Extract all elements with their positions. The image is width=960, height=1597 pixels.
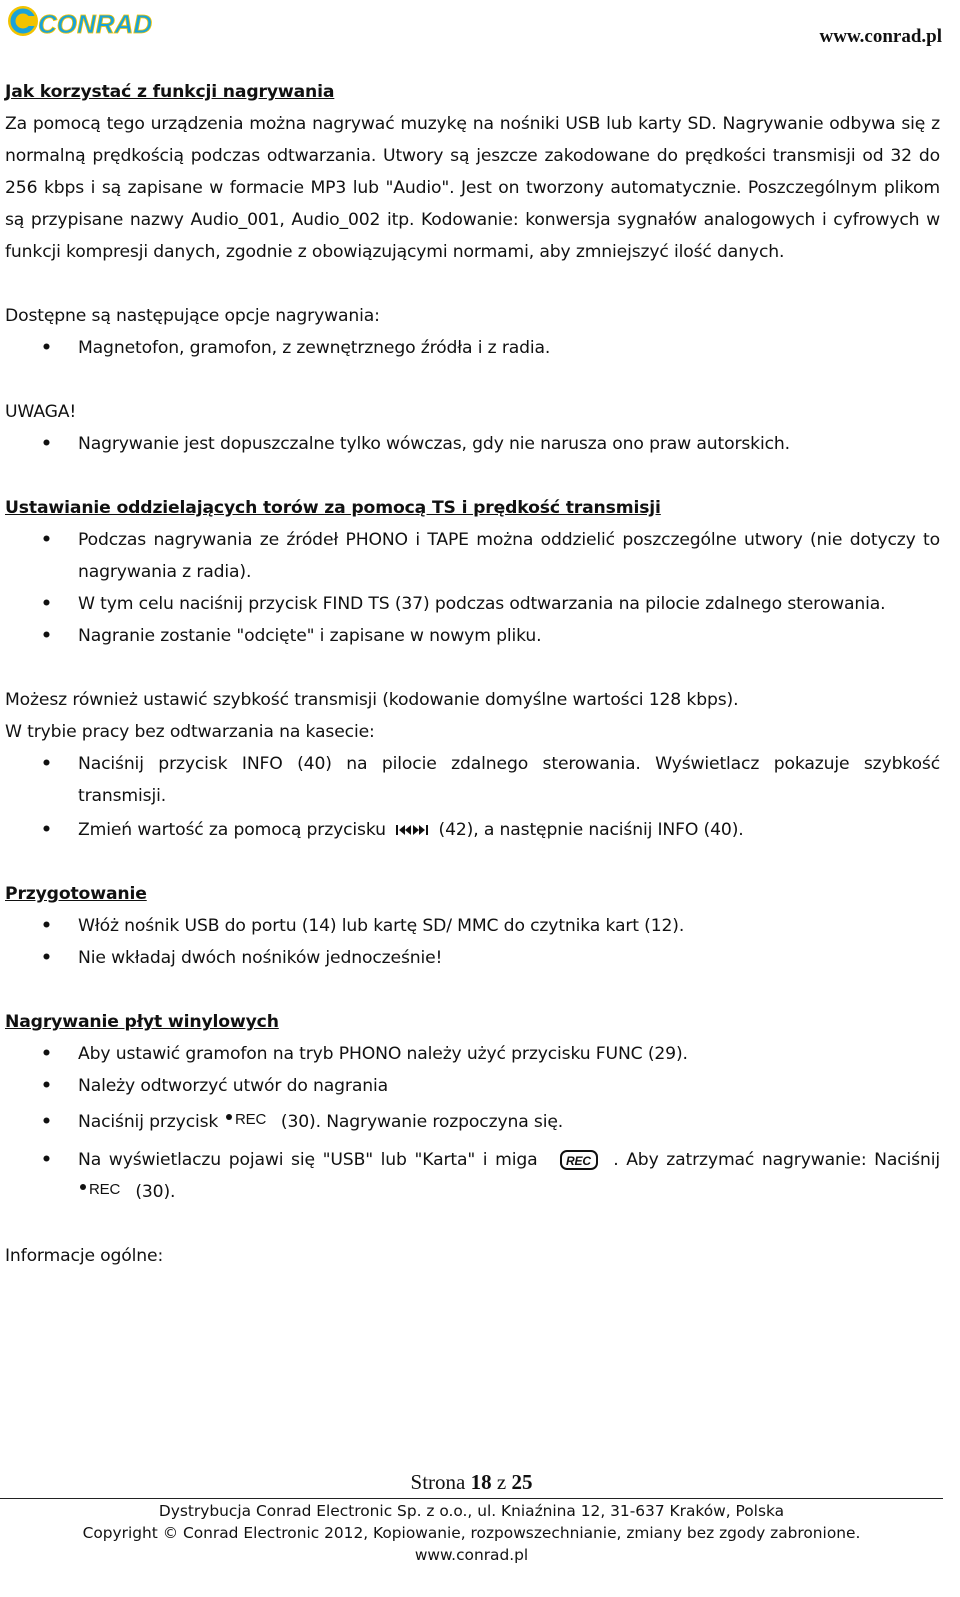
heading-recording: Jak korzystać z funkcji nagrywania bbox=[5, 82, 335, 102]
list-item-text: Na wyświetlaczu pojawi się "USB" lub "Karta" i miga bbox=[78, 1150, 538, 1170]
options-list bbox=[5, 332, 940, 364]
rec-button-icon bbox=[78, 1182, 130, 1202]
list-item-text: . Aby zatrzymać nagrywanie: Naciśnij bbox=[613, 1150, 940, 1170]
svg-text:REC: REC bbox=[234, 1112, 266, 1128]
document-body bbox=[5, 76, 940, 1272]
rec-button-icon bbox=[224, 1112, 276, 1132]
list-item: • Naciśnij przycisk INFO (40) na pilocie zdalnego sterowania. Wyświetlacz pokazuje szybkość transmisji. bbox=[5, 748, 940, 812]
page-word: Strona bbox=[410, 1470, 466, 1494]
list-item-text: (30). bbox=[135, 1182, 176, 1202]
bitrate-paragraph: Możesz również ustawić szybkość transmisji (kodowanie domyślne wartości 128 kbps). bbox=[5, 690, 739, 710]
preparation-list bbox=[5, 910, 940, 974]
list-item bbox=[5, 814, 940, 846]
bitrate-mode-line: W trybie pracy bez odtwarzania na kasecie: bbox=[5, 722, 375, 742]
general-info-label: Informacje ogólne: bbox=[5, 1246, 164, 1266]
warning-label: UWAGA! bbox=[5, 402, 77, 422]
list-item: • Włóż nośnik USB do portu (14) lub kartę SD/ MMC do czytnika kart (12). bbox=[5, 910, 940, 942]
heading-track-separation: Ustawianie oddzielających torów za pomocą TS i prędkość transmisji bbox=[5, 498, 661, 518]
warning-list bbox=[5, 428, 940, 460]
list-item: • W tym celu naciśnij przycisk FIND TS (37) podczas odtwarzania na pilocie zdalnego sterowania. bbox=[5, 588, 940, 620]
rec-indicator-icon bbox=[559, 1149, 599, 1171]
page-number bbox=[0, 1470, 943, 1495]
svg-text:REC: REC bbox=[566, 1154, 592, 1168]
footer bbox=[0, 1500, 943, 1566]
list-item-text: (30). Nagrywanie rozpoczyna się. bbox=[280, 1112, 564, 1132]
bitrate-list bbox=[5, 748, 940, 846]
list-item: • Należy odtworzyć utwór do nagrania bbox=[5, 1070, 940, 1102]
footer-url: www.conrad.pl bbox=[414, 1546, 529, 1564]
list-item: • Magnetofon, gramofon, z zewnętrznego źródła i z radia. bbox=[5, 332, 940, 364]
vinyl-list bbox=[5, 1038, 940, 1208]
total-pages: 25 bbox=[511, 1470, 533, 1494]
skip-prev-next-icon bbox=[395, 822, 429, 838]
options-intro: Dostępne są następujące opcje nagrywania: bbox=[5, 306, 380, 326]
site-url: www.conrad.pl bbox=[819, 26, 942, 47]
footer-distribution: Dystrybucja Conrad Electronic Sp. z o.o., ul. Kniaźnina 12, 31-637 Kraków, Polska bbox=[158, 1502, 785, 1520]
list-item-text: (42), a następnie naciśnij INFO (40). bbox=[438, 820, 744, 840]
list-item: • Nagranie zostanie "odcięte" i zapisane w nowym pliku. bbox=[5, 620, 940, 652]
heading-vinyl-recording: Nagrywanie płyt winylowych bbox=[5, 1012, 279, 1032]
list-item-text: Zmień wartość za pomocą przycisku bbox=[78, 820, 386, 840]
svg-text:REC: REC bbox=[89, 1182, 121, 1198]
heading-preparation: Przygotowanie bbox=[5, 884, 147, 904]
list-item: • Aby ustawić gramofon na tryb PHONO należy użyć przycisku FUNC (29). bbox=[5, 1038, 940, 1070]
svg-text:CONRAD: CONRAD bbox=[38, 9, 153, 39]
list-item bbox=[5, 1106, 940, 1138]
of-word: z bbox=[496, 1470, 507, 1494]
list-item bbox=[5, 1144, 940, 1208]
current-page: 18 bbox=[470, 1470, 492, 1494]
footer-copyright: Copyright © Conrad Electronic 2012, Kopiowanie, rozpowszechnianie, zmiany bez zgody zabronione. bbox=[82, 1524, 861, 1542]
list-item: • Nagrywanie jest dopuszczalne tylko wówczas, gdy nie narusza ono praw autorskich. bbox=[5, 428, 940, 460]
intro-paragraph: Za pomocą tego urządzenia można nagrywać muzykę na nośniki USB lub karty SD. Nagrywanie odbywa się z normalną prędkością podczas odtwarzania. Utwory są jeszcze zakodowane do prędkości transmisji od 32 do 256 kbps i są zapisane w formacie MP3 lub "Audio". Jest on tworzony automatycznie. Poszczególnym plikom są przypisane nazwy Audio_001, Audio_002 itp. Kodowanie: konwersja sygnałów analogowych i cyfrowych w funkcji kompresji danych, zgodnie z obowiązującymi normami, aby zmniejszyć ilość danych. bbox=[5, 114, 940, 262]
conrad-logo bbox=[4, 2, 154, 42]
list-item: • Nie wkładaj dwóch nośników jednocześnie! bbox=[5, 942, 940, 974]
footer-divider bbox=[0, 1498, 943, 1499]
list-item: • Podczas nagrywania ze źródeł PHONO i TAPE można oddzielić poszczególne utwory (nie dotyczy to nagrywania z radia). bbox=[5, 524, 940, 588]
track-separation-list bbox=[5, 524, 940, 652]
list-item-text: Naciśnij przycisk bbox=[78, 1112, 219, 1132]
